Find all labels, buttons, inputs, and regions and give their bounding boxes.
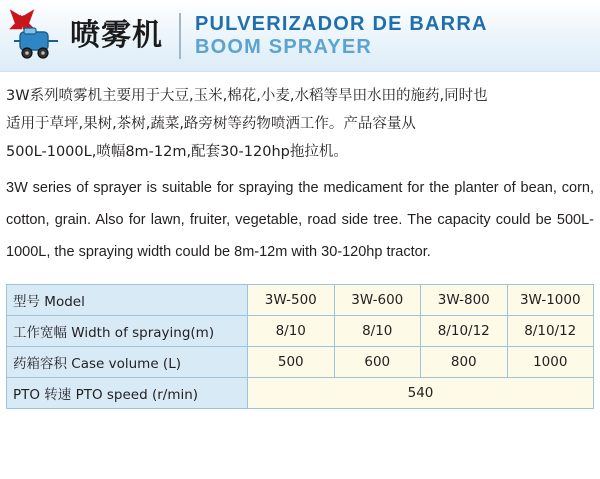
spec-cell: 3W-1000 [507,285,594,316]
header-divider [179,13,181,59]
chinese-description-line-3: 500L-1000L,喷幅8m-12m,配套30-120hp拖拉机。 [6,144,348,160]
spec-table-wrapper [0,284,600,409]
spec-cell: 3W-500 [248,285,335,316]
header-title-english: BOOM SPRAYER [195,35,373,58]
table-row [7,285,594,316]
table-row [7,347,594,378]
spec-cell: 3W-600 [334,285,421,316]
spec-cell: 8/10/12 [421,316,508,347]
table-row [7,378,594,409]
spec-cell: 1000 [507,347,594,378]
chinese-description [6,82,594,166]
spec-row-label: 型号 Model [7,285,248,316]
spec-cell: 8/10 [248,316,335,347]
chinese-description-line-2: 适用于草坪,果树,茶树,蔬菜,路旁树等药物喷洒工作。产品容量从 [6,116,416,132]
spec-cell: 800 [421,347,508,378]
spec-table [6,284,594,409]
spec-cell: 500 [248,347,335,378]
spec-cell: 3W-800 [421,285,508,316]
description-section [0,72,600,268]
spec-cell: 8/10 [334,316,421,347]
spec-cell: 600 [334,347,421,378]
page-header [0,0,600,72]
chinese-description-line-1: 3W系列喷雾机主要用于大豆,玉米,棉花,小麦,水稻等旱田水田的施药,同时也 [6,88,488,104]
spec-row-label: 工作宽幅 Width of spraying(m) [7,316,248,347]
windmill-sprayer-logo-icon [8,8,64,64]
spec-row-label: 药箱容积 Case volume (L) [7,347,248,378]
header-english-titles [195,13,488,59]
spec-cell: 540 [248,378,594,409]
header-chinese-title: 喷雾机 [70,17,163,53]
table-row [7,316,594,347]
english-description: 3W series of sprayer is suitable for spraying the medicament for the planter of bean, corn, cotton, grain. Also for lawn, fruiter, vegetable, road side tree. The capacity could be 500L-1000L, the spraying width could be 8m-12m with 30-120hp tractor. [6,180,594,260]
spec-row-label: PTO 转速 PTO speed (r/min) [7,378,248,409]
header-title-spanish: PULVERIZADOR DE BARRA [195,12,488,35]
spec-cell: 8/10/12 [507,316,594,347]
